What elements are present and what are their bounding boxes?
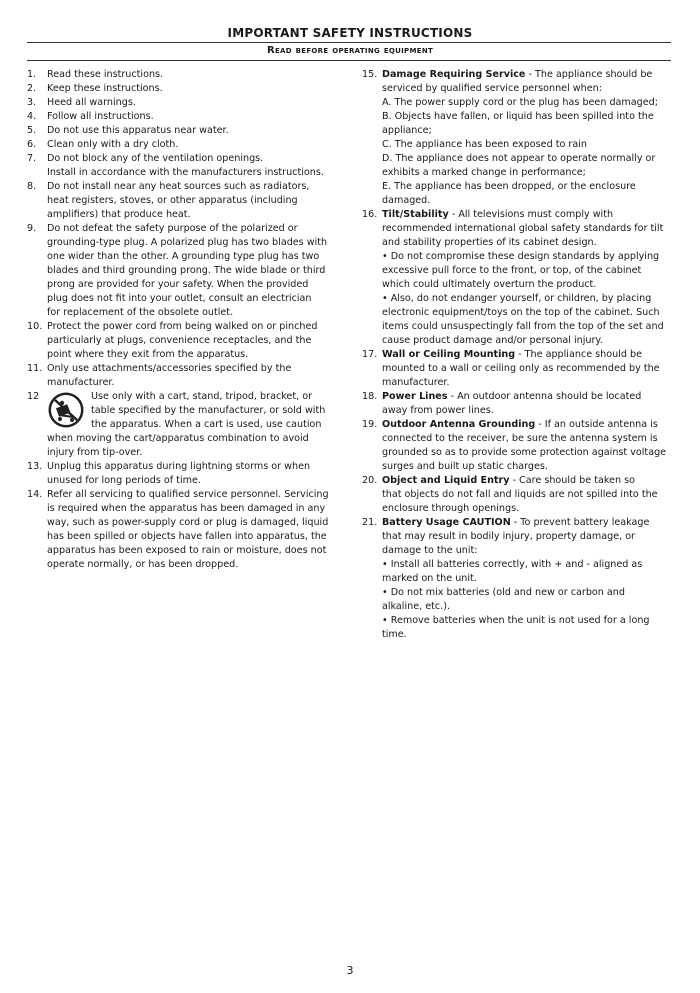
- list-item-13: [27, 460, 337, 488]
- list-item-20: [362, 474, 672, 516]
- item-line: Do not defeat the safety purpose of the polarized or: [47, 223, 298, 234]
- item-line: surges and built up static charges.: [382, 461, 548, 472]
- item-line: manufacturer.: [382, 377, 450, 388]
- list-item-1: [27, 68, 337, 82]
- item-line: point where they exit from the apparatus.: [47, 349, 249, 360]
- item-number: 10.: [27, 321, 43, 332]
- header-rule-bottom: [27, 60, 671, 61]
- item-line: is required when the apparatus has been damaged in any: [47, 503, 326, 514]
- item-line: cause product damage and/or personal injury.: [382, 335, 603, 346]
- item-line: grounding-type plug. A polarized plug has two blades with: [47, 237, 328, 248]
- item-line: appliance;: [382, 125, 432, 136]
- list-item-15: [362, 68, 672, 208]
- item-heading: Damage Requiring Service: [382, 69, 526, 80]
- item-number: 6.: [27, 139, 37, 150]
- item-line: [382, 418, 672, 432]
- item-line: Protect the power cord from being walked on or pinched: [47, 321, 318, 332]
- list-item-16: [362, 208, 672, 348]
- item-line: Heed all warnings.: [47, 97, 136, 108]
- item-line: Keep these instructions.: [47, 83, 163, 94]
- item-line: which could ultimately overturn the product.: [382, 279, 597, 290]
- item-heading-rest: - Care should be taken so: [509, 475, 635, 486]
- item-line: Do not block any of the ventilation openings.: [47, 153, 264, 164]
- item-number: 1.: [27, 69, 37, 80]
- list-item-17: [362, 348, 672, 390]
- item-line: mounted to a wall or ceiling only as recommended by the: [382, 363, 660, 374]
- item-number: 12: [27, 391, 40, 402]
- page-title: IMPORTANT SAFETY INSTRUCTIONS: [227, 26, 473, 40]
- item-line: Do not use this apparatus near water.: [47, 125, 229, 136]
- item-line: [382, 68, 672, 82]
- item-line: E. The appliance has been dropped, or the enclosure: [382, 181, 636, 192]
- item-line: alkaline, etc.).: [382, 601, 451, 612]
- item-line: B. Objects have fallen, or liquid has been spilled into the: [382, 111, 654, 122]
- item-line: • Also, do not endanger yourself, or children, by placing: [382, 293, 652, 304]
- list-item-11: [27, 362, 337, 390]
- item-line: table specified by the manufacturer, or sold with: [91, 405, 326, 416]
- item-line: manufacturer.: [47, 377, 115, 388]
- item-line: connected to the receiver, be sure the antenna system is: [382, 433, 658, 444]
- item-line: [382, 516, 672, 530]
- item-line: grounded so as to provide some protection against voltage: [382, 447, 667, 458]
- item-line: that objects do not fall and liquids are not spilled into the: [382, 489, 658, 500]
- list-item-12: [27, 390, 337, 460]
- item-line: apparatus has been exposed to rain or moisture, does not: [47, 545, 327, 556]
- list-item-6: [27, 138, 337, 152]
- item-line: Use only with a cart, stand, tripod, bracket, or: [91, 391, 313, 402]
- item-line: D. The appliance does not appear to operate normally or: [382, 153, 656, 164]
- item-line: [382, 390, 672, 404]
- item-line: operate normally, or has been dropped.: [47, 559, 239, 570]
- item-number: 15.: [362, 69, 378, 80]
- item-line: • Install all batteries correctly, with + and - aligned as: [382, 559, 643, 570]
- item-number: 16.: [362, 209, 378, 220]
- item-line: heat registers, stoves, or other apparatus (including: [47, 195, 298, 206]
- item-line: unused for long periods of time.: [47, 475, 201, 486]
- item-line: enclosure through openings.: [382, 503, 520, 514]
- item-number: 4.: [27, 111, 37, 122]
- item-heading-rest: - An outdoor antenna should be located: [447, 391, 642, 402]
- item-line: blades and third grounding prong. The wide blade or third: [47, 265, 326, 276]
- item-heading-rest: - If an outside antenna is: [535, 419, 658, 430]
- list-item-9: [27, 222, 337, 320]
- item-line: [382, 208, 672, 222]
- list-item-2: [27, 82, 337, 96]
- item-line: Follow all instructions.: [47, 111, 154, 122]
- item-line: excessive pull force to the front, or top, of the cabinet: [382, 265, 642, 276]
- item-line: electronic equipment/toys on the top of the cabinet. Such: [382, 307, 660, 318]
- item-line: for replacement of the obsolete outlet.: [47, 307, 234, 318]
- list-item-4: [27, 110, 337, 124]
- item-line: exhibits a marked change in performance;: [382, 167, 586, 178]
- item-heading: Tilt/Stability: [382, 209, 449, 220]
- item-line: prong are provided for your safety. When the provided: [47, 279, 309, 290]
- item-line: and stability properties of its cabinet design.: [382, 237, 597, 248]
- item-line: items could unsuspectingly fall from the top of the set and: [382, 321, 664, 332]
- item-heading-rest: - All televisions must comply with: [448, 209, 614, 220]
- item-number: 14.: [27, 489, 43, 500]
- item-line: when moving the cart/apparatus combination to avoid: [47, 433, 309, 444]
- item-line: damaged.: [382, 195, 431, 206]
- item-line: Do not install near any heat sources such as radiators,: [47, 181, 310, 192]
- list-item-19: [362, 418, 672, 474]
- list-item-21: [362, 516, 672, 642]
- item-heading: Wall or Ceiling Mounting: [382, 349, 516, 360]
- list-item-7: [27, 152, 337, 180]
- item-heading-rest: - To prevent battery leakage: [510, 517, 650, 528]
- item-number: 19.: [362, 419, 378, 430]
- item-line: particularly at plugs, convenience receptacles, and the: [47, 335, 312, 346]
- cart-tip-over-warning-icon: [47, 390, 85, 430]
- item-line: • Remove batteries when the unit is not used for a long: [382, 615, 650, 626]
- header-rule-top: [27, 42, 671, 43]
- item-line: C. The appliance has been exposed to rain: [382, 139, 587, 150]
- list-item-8: [27, 180, 337, 222]
- item-heading: Power Lines: [382, 391, 448, 402]
- item-line: Unplug this apparatus during lightning storms or when: [47, 461, 311, 472]
- item-line: A. The power supply cord or the plug has been damaged;: [382, 97, 658, 108]
- item-line: injury from tip-over.: [47, 447, 143, 458]
- item-number: 17.: [362, 349, 378, 360]
- item-line: amplifiers) that produce heat.: [47, 209, 191, 220]
- list-item-5: [27, 124, 337, 138]
- item-heading: Object and Liquid Entry: [382, 475, 510, 486]
- item-heading-rest: - The appliance should be: [525, 69, 653, 80]
- item-number: 9.: [27, 223, 37, 234]
- list-item-18: [362, 390, 672, 418]
- list-item-14: [27, 488, 337, 572]
- page-subtitle: Read before operating equipment: [266, 45, 434, 56]
- item-heading-rest: - The appliance should be: [515, 349, 642, 360]
- item-number: 20.: [362, 475, 378, 486]
- item-number: 11.: [27, 363, 43, 374]
- item-line: recommended international global safety standards for tilt: [382, 223, 664, 234]
- item-heading: Battery Usage CAUTION: [382, 517, 511, 528]
- item-number: 5.: [27, 125, 37, 136]
- left-column: [27, 68, 337, 572]
- item-number: 7.: [27, 153, 37, 164]
- item-line: damage to the unit:: [382, 545, 478, 556]
- item-number: 8.: [27, 181, 37, 192]
- item-number: 13.: [27, 461, 43, 472]
- item-line: Refer all servicing to qualified service personnel. Servicing: [47, 489, 329, 500]
- item-line: plug does not fit into your outlet, consult an electrician: [47, 293, 312, 304]
- item-line: way, such as power-supply cord or plug is damaged, liquid: [47, 517, 329, 528]
- item-number: 2.: [27, 83, 37, 94]
- item-line: marked on the unit.: [382, 573, 477, 584]
- item-line: one wider than the other. A grounding type plug has two: [47, 251, 320, 262]
- item-line: • Do not mix batteries (old and new or carbon and: [382, 587, 625, 598]
- item-line: serviced by qualified service personnel when:: [382, 83, 602, 94]
- item-heading: Outdoor Antenna Grounding: [382, 419, 536, 430]
- item-line: the apparatus. When a cart is used, use caution: [91, 419, 322, 430]
- item-line: [382, 348, 672, 362]
- item-line: has been spilled or objects have fallen into apparatus, the: [47, 531, 327, 542]
- item-line: • Do not compromise these design standards by applying: [382, 251, 660, 262]
- item-line: Read these instructions.: [47, 69, 164, 80]
- list-item-3: [27, 96, 337, 110]
- item-line: away from power lines.: [382, 405, 494, 416]
- item-line: that may result in bodily injury, property damage, or: [382, 531, 636, 542]
- list-item-10: [27, 320, 337, 362]
- item-line: time.: [382, 629, 407, 640]
- item-line: Clean only with a dry cloth.: [47, 139, 179, 150]
- item-number: 18.: [362, 391, 378, 402]
- right-column: [362, 68, 672, 642]
- item-line: Install in accordance with the manufacturers instructions.: [47, 167, 324, 178]
- item-number: 3.: [27, 97, 37, 108]
- item-line: [382, 474, 672, 488]
- item-number: 21.: [362, 517, 378, 528]
- page-number: 3: [346, 964, 354, 977]
- item-line: Only use attachments/accessories specified by the: [47, 363, 292, 374]
